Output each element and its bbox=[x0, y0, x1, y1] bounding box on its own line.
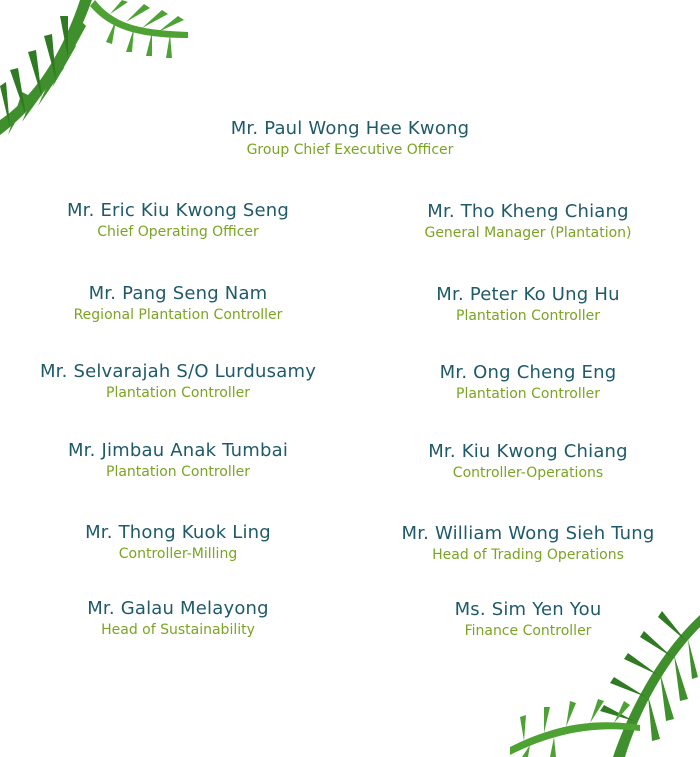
right-entry-1 bbox=[348, 201, 700, 242]
right-entry-4 bbox=[348, 441, 700, 482]
left-entry-5 bbox=[0, 522, 358, 563]
person-name: Mr. Ong Cheng Eng bbox=[439, 362, 617, 383]
right-entry-3 bbox=[348, 362, 700, 403]
person-role: Finance Controller bbox=[464, 623, 592, 639]
person-name: Mr. Peter Ko Ung Hu bbox=[436, 284, 620, 305]
right-entry-5 bbox=[348, 523, 700, 564]
person-name: Mr. Eric Kiu Kwong Seng bbox=[66, 200, 290, 221]
person-role: Controller-Milling bbox=[118, 546, 238, 562]
person-role: Regional Plantation Controller bbox=[73, 307, 283, 323]
left-entry-2 bbox=[0, 283, 358, 324]
right-entry-6 bbox=[348, 599, 700, 640]
person-name: Mr. Galau Melayong bbox=[87, 598, 269, 619]
person-role: Controller-Operations bbox=[452, 465, 604, 481]
person-name: Ms. Sim Yen You bbox=[454, 599, 602, 620]
person-role: Chief Operating Officer bbox=[97, 224, 259, 240]
ceo-entry bbox=[170, 118, 530, 159]
person-role: Head of Sustainability bbox=[101, 622, 255, 638]
person-name: Mr. Jimbau Anak Tumbai bbox=[67, 440, 289, 461]
person-role: Plantation Controller bbox=[456, 308, 600, 324]
person-name: Mr. Kiu Kwong Chiang bbox=[428, 441, 628, 462]
person-name: Mr. Tho Kheng Chiang bbox=[427, 201, 629, 222]
left-entry-4 bbox=[0, 440, 358, 481]
person-name: Mr. Pang Seng Nam bbox=[88, 283, 268, 304]
person-name: Mr. Paul Wong Hee Kwong bbox=[230, 118, 470, 139]
person-name: Mr. William Wong Sieh Tung bbox=[401, 523, 655, 544]
person-role: Head of Trading Operations bbox=[432, 547, 624, 563]
left-entry-1 bbox=[0, 200, 358, 241]
palm-leaf-top-left-icon bbox=[0, 0, 190, 150]
left-entry-6 bbox=[0, 598, 358, 639]
right-entry-2 bbox=[348, 284, 700, 325]
person-name: Mr. Thong Kuok Ling bbox=[85, 522, 271, 543]
left-entry-3 bbox=[0, 361, 358, 402]
person-role: Plantation Controller bbox=[106, 385, 250, 401]
person-role: General Manager (Plantation) bbox=[424, 225, 632, 241]
person-role: Plantation Controller bbox=[456, 386, 600, 402]
person-role: Plantation Controller bbox=[106, 464, 250, 480]
person-role: Group Chief Executive Officer bbox=[246, 142, 454, 158]
person-name: Mr. Selvarajah S/O Lurdusamy bbox=[39, 361, 317, 382]
